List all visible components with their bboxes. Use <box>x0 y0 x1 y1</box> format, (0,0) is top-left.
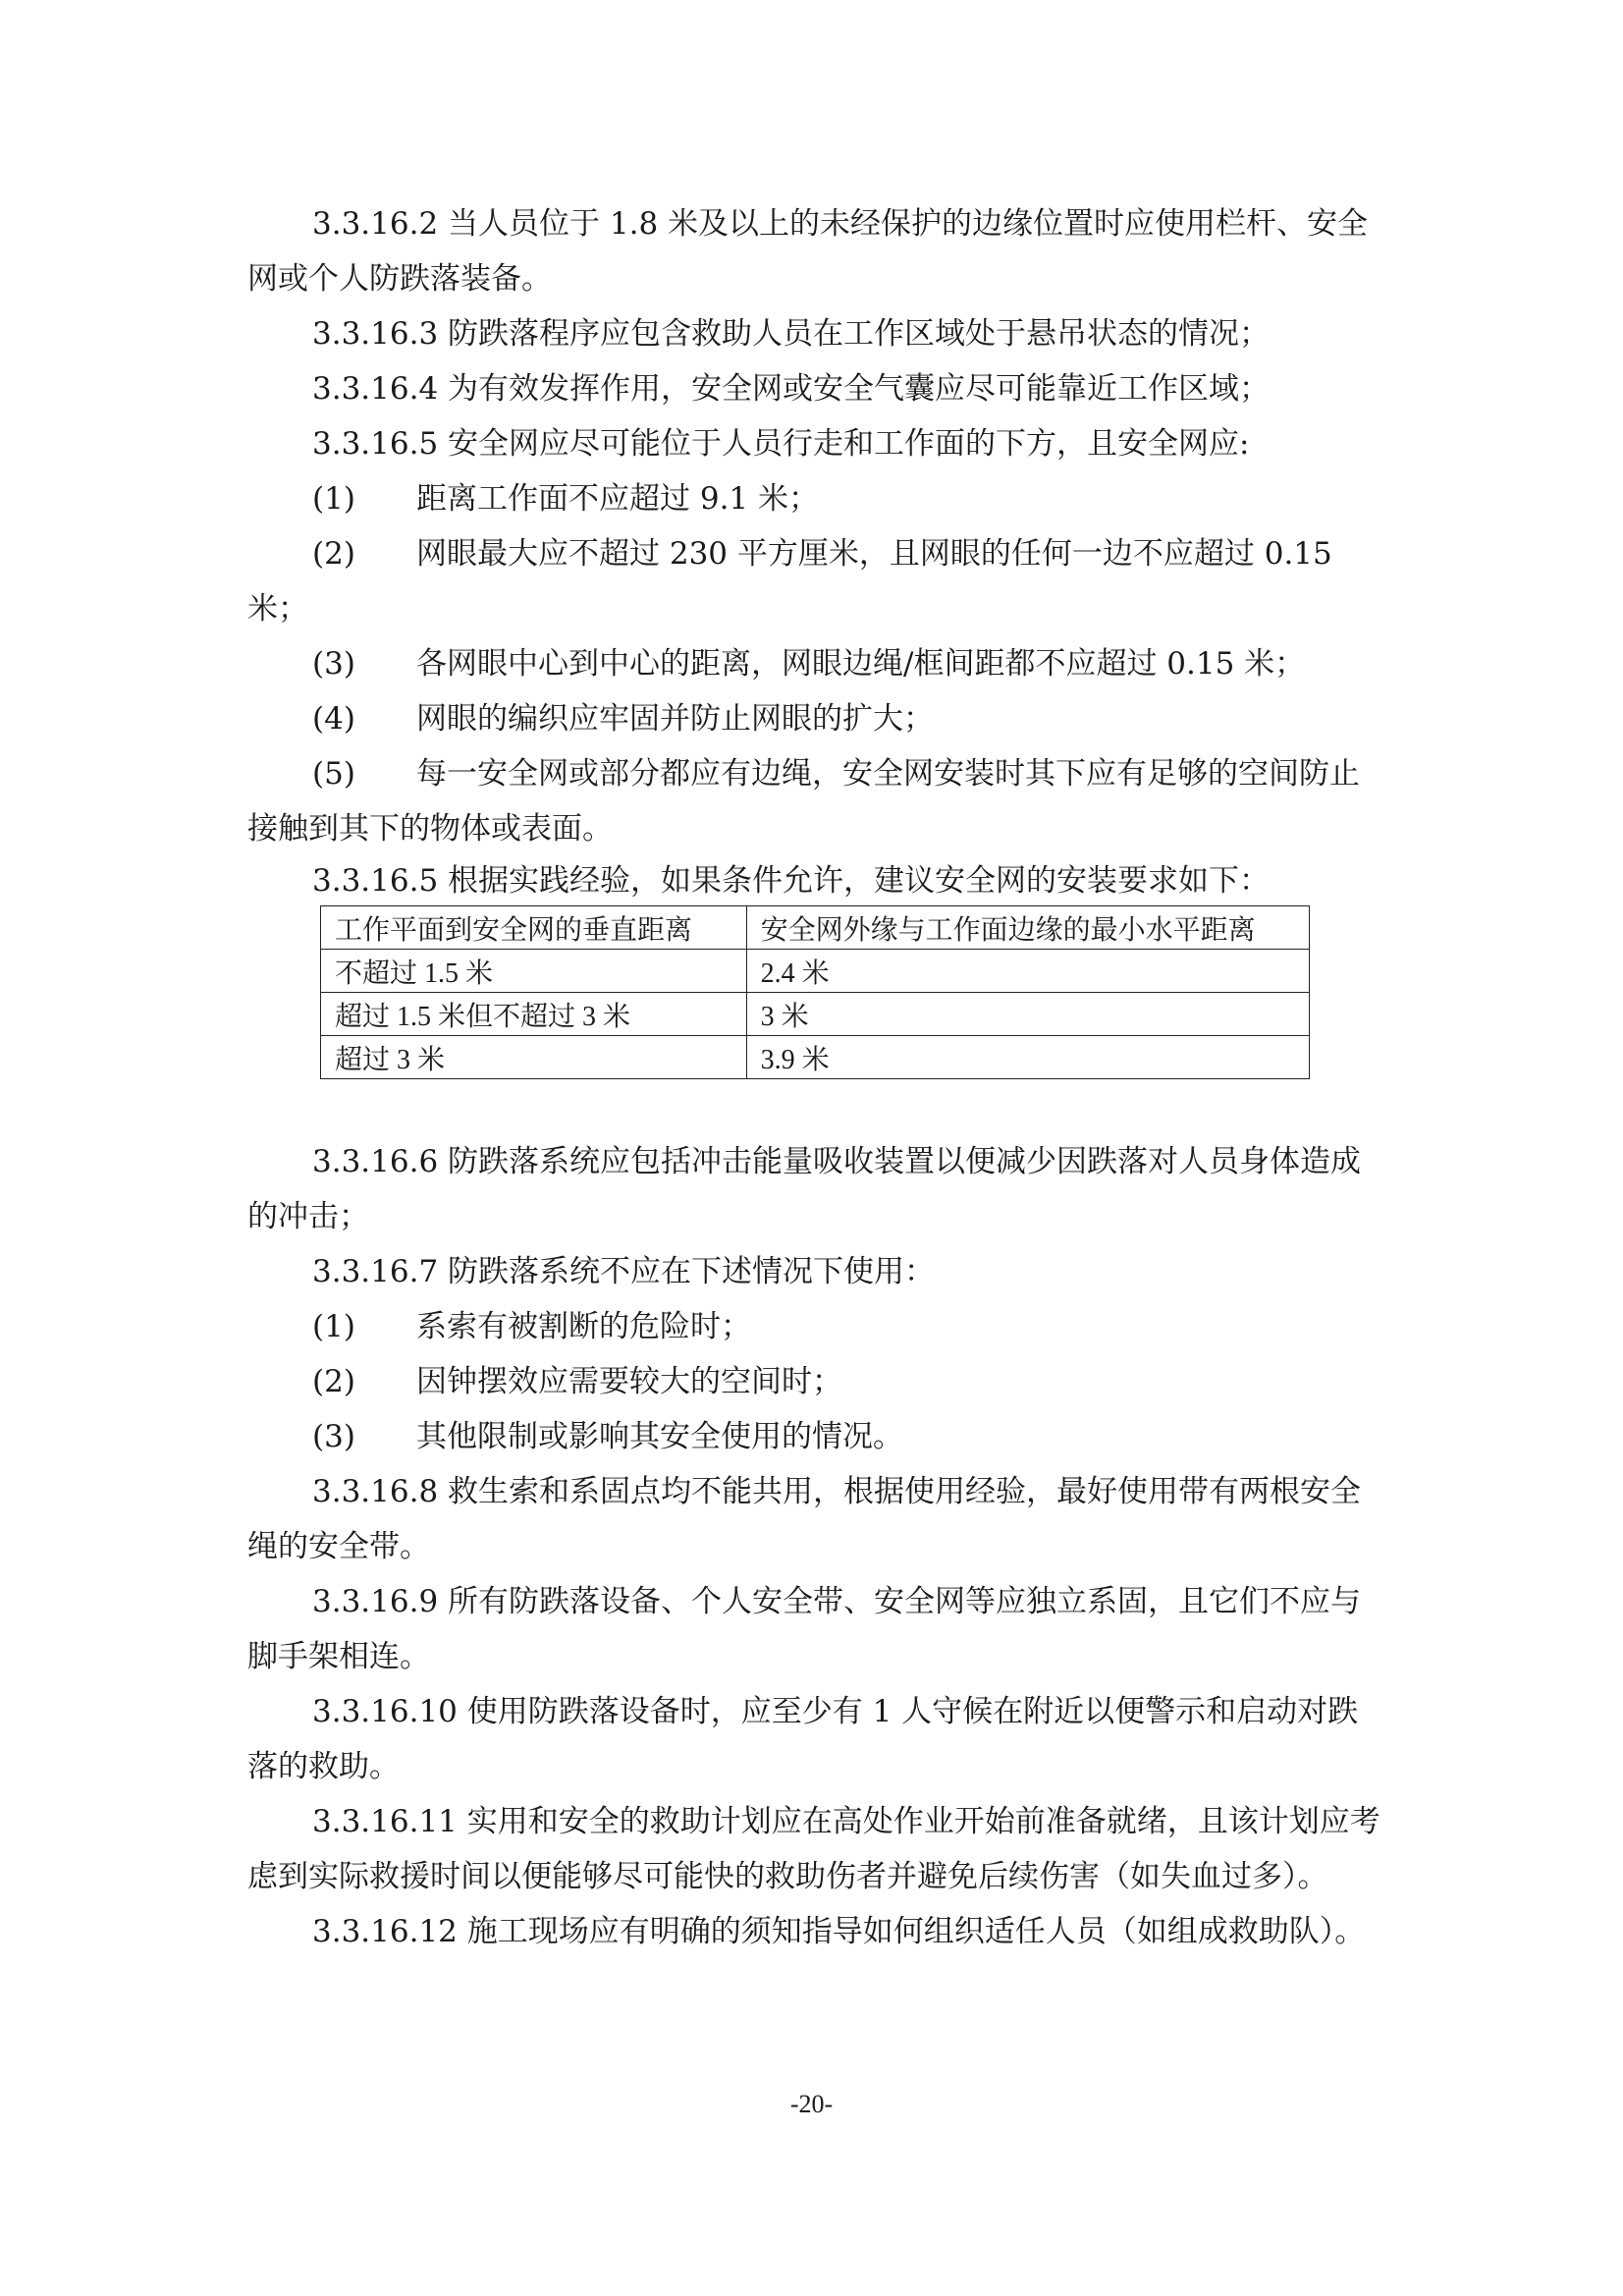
system-item-1 <box>247 1299 1386 1354</box>
net-installation-table <box>320 905 1310 1079</box>
net-item-text: 距离工作面不应超过 9.1 米； <box>416 481 820 517</box>
table-cell: 超过 1.5 米但不超过 3 米 <box>321 993 747 1036</box>
table-cell: 不超过 1.5 米 <box>321 950 747 993</box>
system-item-text: 其他限制或影响其安全使用的情况。 <box>416 1419 903 1454</box>
page-number: -20- <box>789 2090 834 2118</box>
table-cell: 3.9 米 <box>746 1036 1309 1079</box>
clause-3-3-16-8: 3.3.16.8 救生索和系固点均不能共用，根据使用经验，最好使用带有两根安全绳的安全带。 <box>247 1474 1362 1564</box>
net-item-2 <box>247 526 1386 636</box>
table-intro: 3.3.16.5 根据实践经验，如果条件允许，建议安全网的安装要求如下： <box>312 863 1271 899</box>
net-item-text: 网眼最大应不超过 230 平方厘米，且网眼的任何一边不应超过 0.15 米； <box>247 536 1332 627</box>
table-header-row <box>321 906 1310 950</box>
clause-3-3-16-2: 3.3.16.2 当人员位于 1.8 米及以上的未经保护的边缘位置时应使用栏杆、安全网或个人防跌落装备。 <box>247 206 1369 297</box>
net-item-number: (4) <box>312 701 355 737</box>
table-cell: 3 米 <box>746 993 1309 1036</box>
clause-3-3-16-7: 3.3.16.7 防跌落系统不应在下述情况下使用： <box>312 1254 936 1289</box>
clause-3-3-16-10: 3.3.16.10 使用防跌落设备时，应至少有 1 人守候在附近以便警示和启动对跌落的救助。 <box>247 1694 1359 1784</box>
net-item-number: (3) <box>312 646 355 682</box>
clause-3-3-16-11: 3.3.16.11 实用和安全的救助计划应在高处作业开始前准备就绪，且该计划应考虑到实际救援时间以便能够尽可能快的救助伤者并避免后续伤害（如失血过多）。 <box>247 1804 1380 1894</box>
clause-3-3-16-12: 3.3.16.12 施工现场应有明确的须知指导如何组织适任人员（如组成救助队）。 <box>312 1914 1366 1949</box>
system-item-text: 因钟摆效应需要较大的空间时； <box>416 1364 842 1399</box>
table-header-cell: 安全网外缘与工作面边缘的最小水平距离 <box>746 906 1309 950</box>
net-item-1 <box>247 471 1386 526</box>
clause-3-3-16-6: 3.3.16.6 防跌落系统应包括冲击能量吸收装置以便减少因跌落对人员身体造成的冲击； <box>247 1144 1362 1234</box>
table-row <box>321 950 1310 993</box>
net-item-number: (5) <box>312 756 355 792</box>
table-spacer <box>247 1079 1386 1134</box>
net-item-text: 各网眼中心到中心的距离，网眼边绳/框间距都不应超过 0.15 米； <box>416 646 1306 682</box>
system-item-number: (2) <box>312 1364 355 1399</box>
system-item-3 <box>247 1409 1386 1464</box>
system-item-number: (1) <box>312 1309 355 1344</box>
clause-3-3-16-3: 3.3.16.3 防跌落程序应包含救助人员在工作区域处于悬吊状态的情况； <box>312 316 1271 352</box>
net-item-5 <box>247 746 1386 856</box>
table-cell: 超过 3 米 <box>321 1036 747 1079</box>
net-item-4 <box>247 691 1386 746</box>
net-item-number: (2) <box>312 536 355 572</box>
clause-3-3-16-4: 3.3.16.4 为有效发挥作用，安全网或安全气囊应尽可能靠近工作区域； <box>312 371 1271 407</box>
table-row <box>321 993 1310 1036</box>
system-item-text: 系索有被割断的危险时； <box>416 1309 751 1344</box>
table-row <box>321 1036 1310 1079</box>
net-item-3 <box>247 636 1386 691</box>
page-content <box>247 196 1386 1959</box>
system-item-2 <box>247 1354 1386 1409</box>
net-item-number: (1) <box>312 481 355 517</box>
clause-3-3-16-9: 3.3.16.9 所有防跌落设备、个人安全带、安全网等应独立系固，且它们不应与脚手架相连。 <box>247 1584 1362 1674</box>
system-item-number: (3) <box>312 1419 355 1454</box>
table-cell: 2.4 米 <box>746 950 1309 993</box>
clause-3-3-16-5-net: 3.3.16.5 安全网应尽可能位于人员行走和工作面的下方，且安全网应: <box>312 426 1250 462</box>
net-item-text: 每一安全网或部分都应有边绳，安全网安装时其下应有足够的空间防止接触到其下的物体或表面。 <box>247 756 1360 847</box>
net-item-text: 网眼的编织应牢固并防止网眼的扩大； <box>416 701 934 737</box>
table-header-cell: 工作平面到安全网的垂直距离 <box>321 906 747 950</box>
